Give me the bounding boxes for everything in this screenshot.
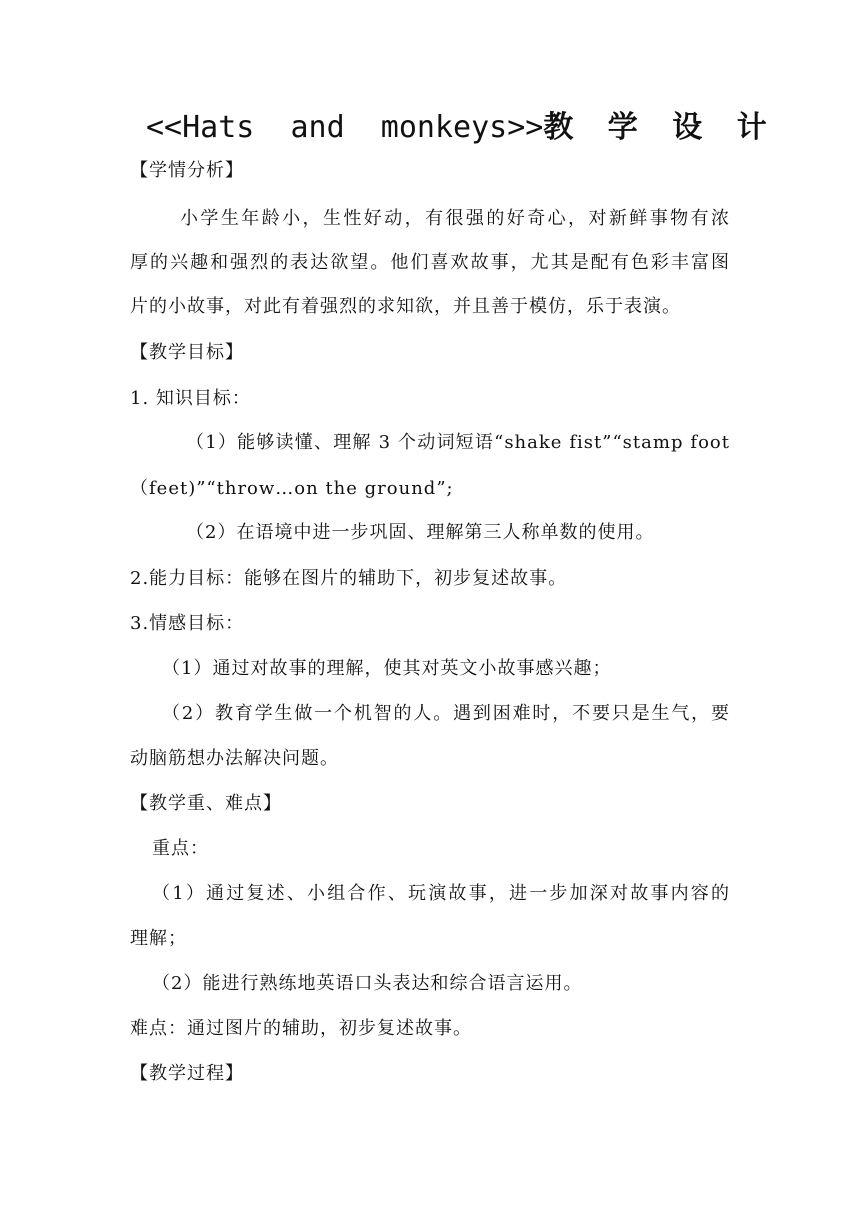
ability-line: 2.能力目标：能够在图片的辅助下，初步复述故事。 [130, 568, 568, 589]
title-chinese: 教 学 设 计 [543, 110, 779, 145]
difficulty-line: 难点：通过图片的辅助，初步复述故事。 [130, 1018, 472, 1039]
key-line-2: 理解； [130, 928, 187, 949]
analysis-line-3: 片的小故事，对此有着强烈的求知欲，并且善于模仿，乐于表演。 [130, 296, 681, 317]
knowledge-line-3: （2）在语境中进一步巩固、理解第三人称单数的使用。 [186, 522, 655, 543]
analysis-heading: 【学情分析】 [130, 160, 244, 181]
title-english: <<Hats and monkeys>> [146, 110, 544, 145]
analysis-line-1: 小学生年龄小，生性好动，有很强的好奇心，对新鲜事物有浓 [180, 208, 730, 229]
key-heading: 【教学重、难点】 [130, 793, 282, 814]
emotion-heading: 3.情感目标： [130, 613, 245, 634]
key-line-3: （2）能进行熟练地英语口头表达和综合语言运用。 [152, 973, 583, 994]
process-heading: 【教学过程】 [130, 1063, 244, 1084]
emotion-line-1: （1）通过对故事的理解，使其对英文小故事感兴趣； [162, 658, 612, 679]
analysis-line-2: 厚的兴趣和强烈的表达欲望。他们喜欢故事，尤其是配有色彩丰富图 [130, 252, 730, 273]
knowledge-line-1: （1）能够读懂、理解 3 个动词短语“shake fist”“stamp foot [186, 432, 730, 453]
knowledge-line-2: （feet)”“throw…on the ground”; [130, 478, 454, 499]
key-label: 重点： [152, 838, 209, 859]
emotion-line-3: 动脑筋想办法解决问题。 [130, 748, 339, 769]
key-line-1: （1）通过复述、小组合作、玩演故事，进一步加深对故事内容的 [152, 883, 730, 904]
document-title [146, 106, 779, 150]
emotion-line-2: （2）教育学生做一个机智的人。遇到困难时，不要只是生气，要 [162, 703, 730, 724]
goals-heading: 【教学目标】 [130, 342, 244, 363]
knowledge-heading: 1. 知识目标： [130, 388, 251, 409]
